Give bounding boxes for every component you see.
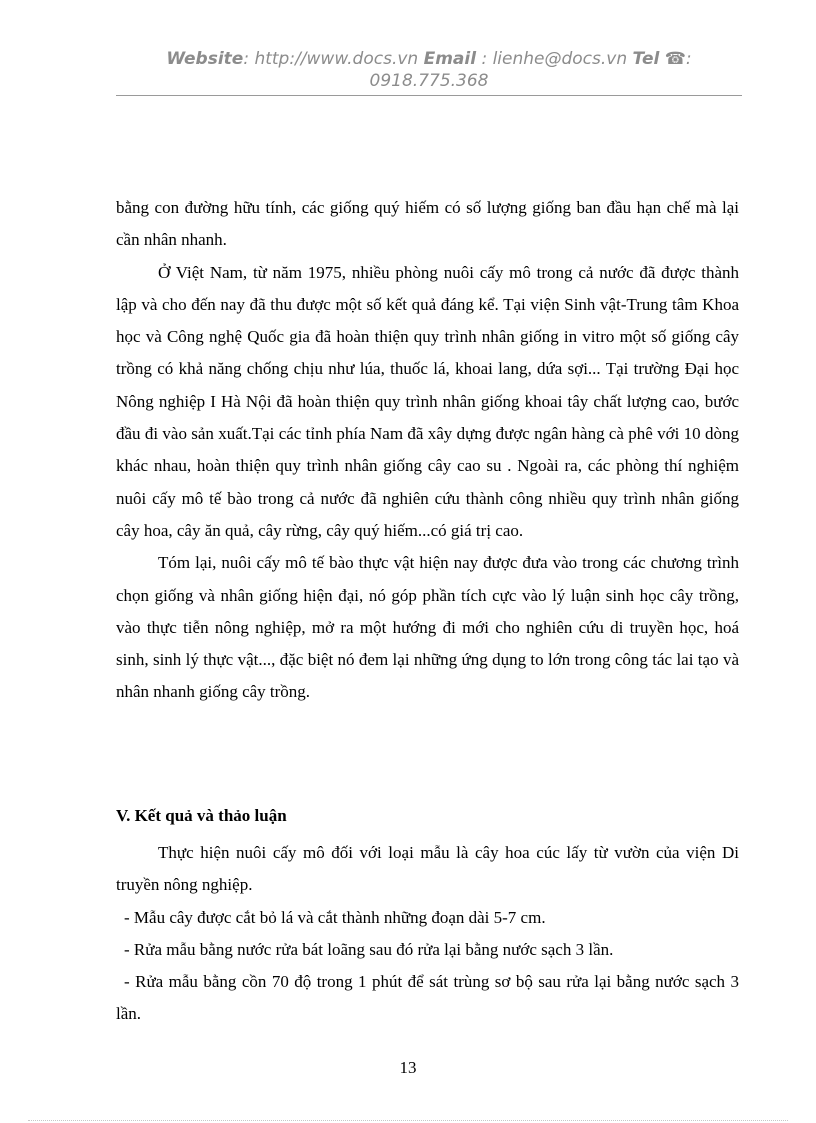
footer-divider <box>28 1120 788 1121</box>
bullet-item: - Rửa mẫu bằng nước rửa bát loãng sau đó rửa lại bằng nước sạch 3 lần. <box>124 939 614 959</box>
section-heading: V. Kết quả và thảo luận <box>116 806 287 825</box>
section-body <box>116 837 739 1031</box>
tel-colon: : <box>685 49 692 69</box>
bullet-item: - Mẫu cây được cắt bỏ lá và cắt thành những đoạn dài 5-7 cm. <box>124 907 546 927</box>
bullet-item: - Rửa mẫu bằng cồn 70 độ trong 1 phút để sát trùng sơ bộ sau rửa lại bằng nước sạch 3 lần. <box>116 972 739 1024</box>
tel-label: Tel <box>632 49 660 69</box>
header-divider <box>116 95 742 96</box>
page-number: 13 <box>399 1058 417 1077</box>
email-address[interactable]: : lienhe@docs.vn <box>476 49 633 69</box>
phone-icon: ☎ <box>664 49 686 69</box>
paragraph-3: Tóm lại, nuôi cấy mô tế bào thực vật hiện nay được đưa vào trong các chương trình chọn giống và nhân giống hiện đại, nó góp phần tích cực vào lý luận sinh học cây trồng, vào thực tiễn nông nghiệp, mở ra một hướng đi mới cho nghiên cứu di truyền học, hoá sinh, sinh lý thực vật..., đặc biệt nó đem lại những ứng dụng to lớn trong công tác lai tạo và nhân nhanh giống cây trồng. <box>116 553 739 702</box>
email-label: Email <box>423 49 477 69</box>
website-label: Website <box>166 49 244 69</box>
phone-number: 0918.775.368 <box>369 71 489 91</box>
website-url[interactable]: : http://www.docs.vn <box>243 49 424 69</box>
paragraph-1: bằng con đường hữu tính, các giống quý hiếm có số lượng giống ban đầu hạn chế mà lại cần nhân nhanh. <box>116 198 739 250</box>
body-text <box>116 192 739 709</box>
paragraph-2: Ở Việt Nam, từ năm 1975, nhiều phòng nuôi cấy mô trong cả nước đã được thành lập và cho đến nay đã thu được một số kết quả đáng kể. Tại viện Sinh vật-Trung tâm Khoa học và Công nghệ Quốc gia đã hoàn thiện quy trình nhân giống in vitro một số giống cây trồng có khả năng chống chịu như lúa, thuốc lá, khoai lang, dứa sợi... Tại trường Đại học Nông nghiệp I Hà Nội đã hoàn thiện quy trình nhân giống khoai tây chất lượng cao, bước đầu đi vào sản xuất.Tại các tỉnh phía Nam đã xây dựng được ngân hàng cà phê với 10 dòng khác nhau, hoàn thiện quy trình nhân giống cây cao su . Ngoài ra, các phòng thí nghiệm nuôi cấy mô tế bào trong cả nước đã nghiên cứu thành công nhiều quy trình nhân giống cây hoa, cây ăn quả, cây rừng, cây quý hiếm...có giá trị cao. <box>116 262 739 540</box>
section-intro: Thực hiện nuôi cấy mô đối với loại mẫu là cây hoa cúc lấy từ vườn của viện Di truyền nông nghiệp. <box>116 843 739 895</box>
header-contact-line <box>116 48 742 70</box>
page-header <box>116 48 742 92</box>
